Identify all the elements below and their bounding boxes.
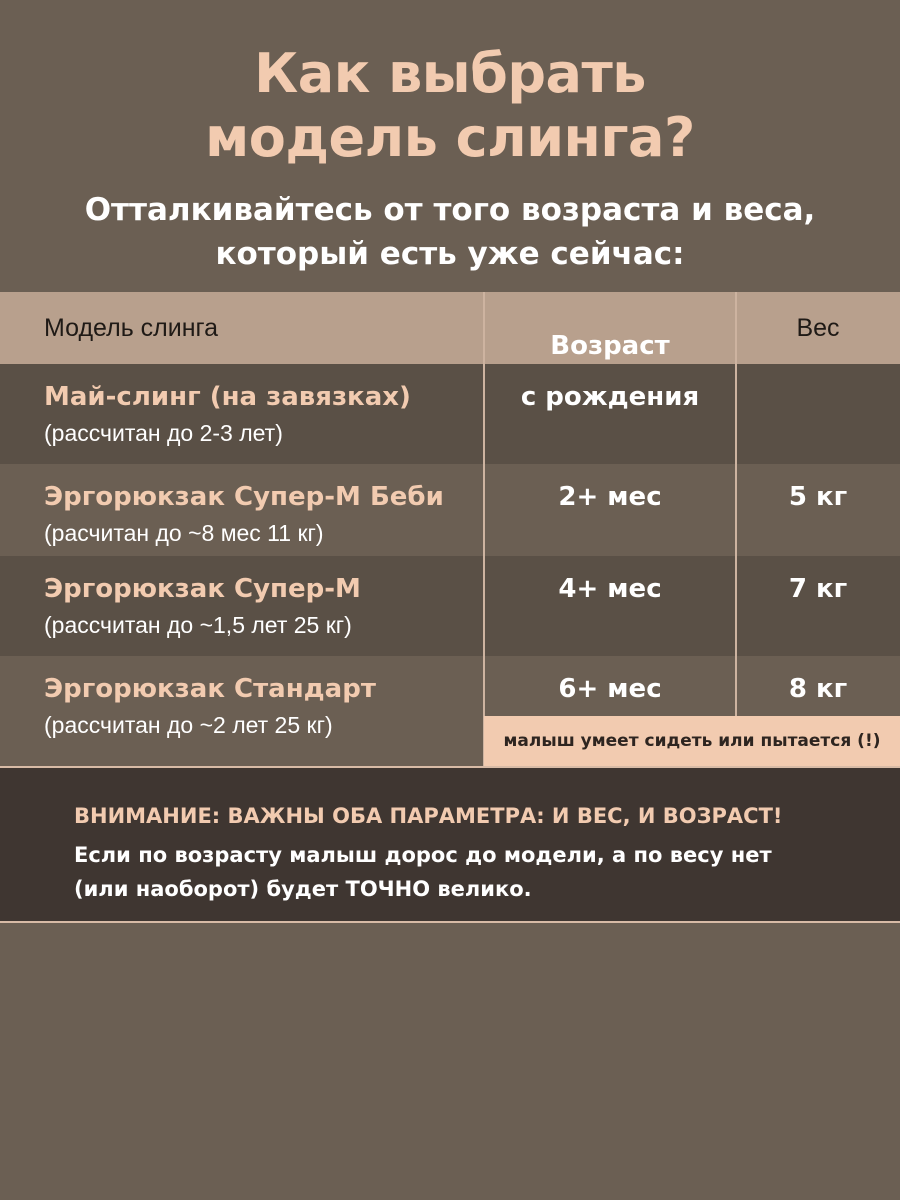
page-subtitle [0, 188, 900, 276]
column-header-age: Возраст [550, 331, 670, 361]
model-name: Май-слинг (на завязках) [44, 382, 411, 412]
model-note: (рассчитан до 2-3 лет) [44, 420, 283, 446]
warning-line-1: Если по возрасту малыш дорос до модели, а по весу нет [74, 843, 772, 867]
subtitle-line-2: который есть уже сейчас: [215, 236, 685, 272]
age-value: 4+ мес [558, 574, 662, 604]
page-title [0, 42, 900, 170]
title-line-2: модель слинга? [205, 106, 695, 169]
sling-table [0, 292, 900, 766]
model-name: Эргорюкзак Стандарт [44, 674, 376, 704]
weight-value: 8 кг [788, 674, 848, 704]
table-row [0, 556, 900, 656]
model-name: Эргорюкзак Супер-М [44, 574, 361, 604]
weight-value: 5 кг [788, 482, 848, 512]
table-row [0, 464, 900, 556]
age-value: 6+ мес [558, 674, 662, 704]
column-divider-weight [735, 292, 737, 716]
title-line-1: Как выбрать [254, 42, 646, 105]
model-note: (рассчитан до ~1,5 лет 25 кг) [44, 612, 352, 638]
column-header-model: Модель слинга [44, 314, 219, 342]
subtitle-line-1: Отталкивайтесь от того возраста и веса, [84, 192, 816, 228]
header [0, 0, 900, 292]
warning-title: ВНИМАНИЕ: ВАЖНЫ ОБА ПАРАМЕТРА: И ВЕС, И ВОЗРАСТ! [74, 804, 783, 828]
column-header-weight: Вес [796, 314, 840, 342]
table-header-row [0, 292, 900, 364]
warning-text [74, 838, 874, 906]
model-name: Эргорюкзак Супер-М Беби [44, 482, 444, 512]
column-divider-age [483, 292, 485, 766]
weight-value: 7 кг [788, 574, 848, 604]
sitting-footnote: малыш умеет сидеть или пытается (!) [484, 716, 900, 766]
table-row [0, 364, 900, 464]
model-note: (расчитан до ~8 мес 11 кг) [44, 520, 324, 546]
warning-line-2: (или наоборот) будет ТОЧНО велико. [74, 877, 532, 901]
model-note: (рассчитан до ~2 лет 25 кг) [44, 712, 333, 738]
warning-box [0, 766, 900, 923]
age-value: 2+ мес [558, 482, 662, 512]
age-value: с рождения [520, 382, 700, 412]
